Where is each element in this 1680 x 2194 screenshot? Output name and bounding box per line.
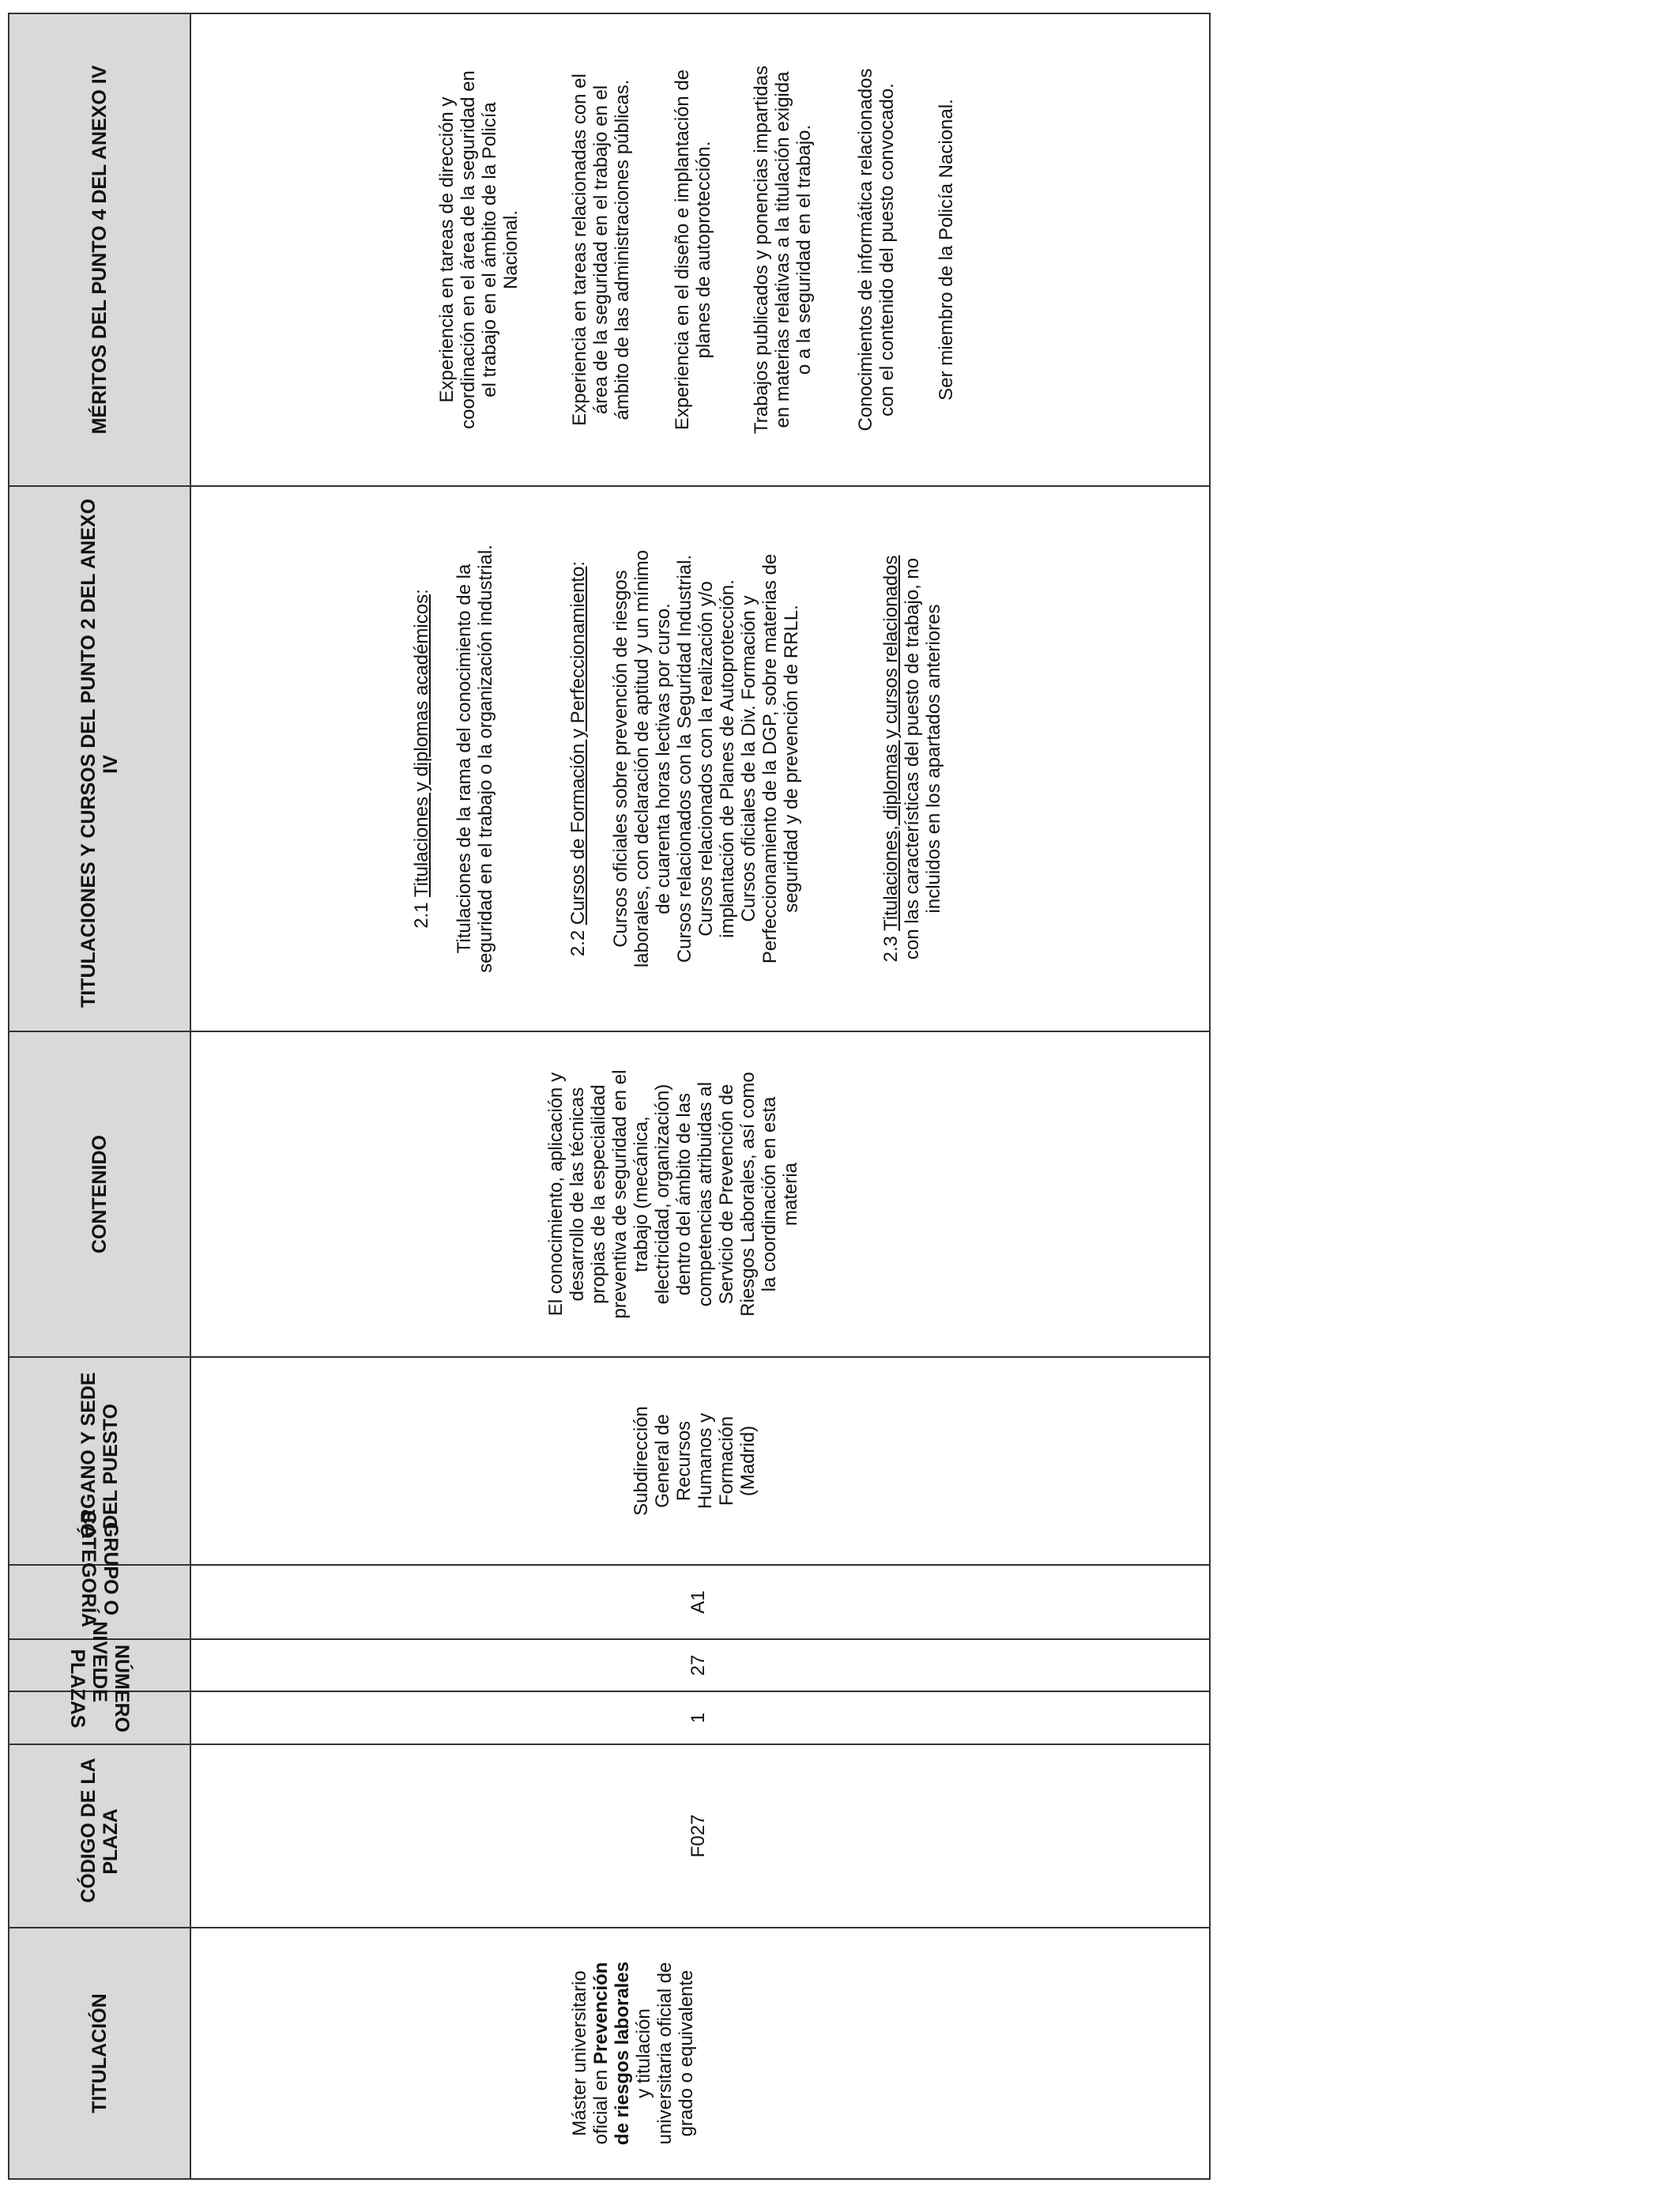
section-2-2-heading: 2.2 Cursos de Formación y Perfeccionamiento: <box>567 560 589 957</box>
section-2-1-heading: 2.1 Titulaciones y diplomas académicos: <box>411 589 432 929</box>
table-row <box>190 13 1210 2179</box>
rotated-table-container <box>8 14 1209 2180</box>
merito-item: Trabajos publicados y ponencias impartidas en materias relativas a la titulación exigida o a la seguridad en el trabajo. <box>751 65 815 435</box>
merito-item: Experiencia en tareas de dirección y coordinación en el área de la seguridad en el trabajo en el ámbito de la Policía Nacional. <box>436 70 522 429</box>
merito-item: Conocimientos de informática relacionados con el contenido del puesto convocado. <box>855 68 898 432</box>
cell-codigo <box>190 1744 1210 1928</box>
header-contenido: CONTENIDO <box>9 1031 190 1357</box>
merito-item: Ser miembro de la Policía Nacional. <box>936 99 957 401</box>
merito-item: Experiencia en tareas relacionadas con el área de la seguridad en el trabajo en el ámbito de las administraciones públicas. <box>569 74 633 426</box>
section-2-2: 2.2 Cursos de Formación y Perfeccionamiento: Cursos oficiales sobre prevención de riesgos laborales, con declaración de aptitud y un mínimo de cuarenta horas lectivas por curso. Cursos relacionados con la Seguridad Industrial. Cursos relacionados con la realización y/o implantación de Planes de Autoprotección. Cursos oficiales de la Div. Formación y Perfeccionamiento de la DGP, sobre materias de seguridad y de prevención de RRLL. <box>567 487 802 1031</box>
header-nivel: NIVEL <box>9 1639 190 1691</box>
header-codigo: CÓDIGO DE LA PLAZA <box>9 1744 190 1928</box>
plazas-table <box>8 13 1211 2180</box>
section-2-3-heading: 2.3 Titulaciones, diplomas y cursos relacionados <box>880 555 902 963</box>
header-organo: ÓRGANO Y SEDE DEL PUESTO <box>9 1357 190 1565</box>
titulacion-text: Máster universitario oficial en Prevención de riesgos laborales y titulación universitaria oficial de grado o equivalente <box>569 1961 697 2146</box>
contenido-text: El conocimiento, aplicación y desarrollo de las técnicas propias de la especialidad preventiva de seguridad en el trabajo (mecánica, electricidad, organización) dentro del ámbito de las competencias atribuidas al Servicio de Prevención de Riesgos Laborales, así como la coordinación en esta materia <box>545 1069 801 1319</box>
header-titulacion: TITULACIÓN <box>9 1928 190 2179</box>
section-2-1: 2.1 Titulaciones y diplomas académicos: Titulaciones de la rama del conocimiento de la seguridad en el trabajo o la organización industrial. <box>411 487 496 1031</box>
cell-titulacion <box>190 1928 1210 2179</box>
cell-nivel <box>190 1639 1210 1691</box>
merito-item: Experiencia en el diseño e implantación de planes de autoprotección. <box>672 69 714 431</box>
header-numero: NÚMERO DE PLAZAS <box>9 1691 190 1744</box>
cell-titulaciones-cursos <box>190 486 1210 1031</box>
header-meritos: MÉRITOS DEL PUNTO 4 DEL ANEXO IV <box>9 13 190 486</box>
organo-text: Subdirección General de Recursos Humanos y Formación (Madrid) <box>631 1406 759 1516</box>
numero-value: 1 <box>687 1712 709 1724</box>
cell-numero <box>190 1691 1210 1744</box>
cell-contenido <box>190 1031 1210 1357</box>
cell-organo <box>190 1357 1210 1565</box>
section-2-3: 2.3 Titulaciones, diplomas y cursos relacionados con las características del puesto de trabajo, no incluidos en los apartados anteriores <box>880 487 944 1031</box>
cell-grupo <box>190 1565 1210 1639</box>
header-grupo: GRUPO O CATEGORÍA <box>9 1565 190 1639</box>
cell-meritos <box>190 13 1210 486</box>
codigo-value: F027 <box>687 1814 709 1858</box>
nivel-value: 27 <box>687 1654 709 1676</box>
header-titulaciones-cursos: TITULACIONES Y CURSOS DEL PUNTO 2 DEL ANEXO IV <box>9 486 190 1031</box>
header-row <box>9 13 190 2179</box>
grupo-value: A1 <box>687 1590 709 1614</box>
